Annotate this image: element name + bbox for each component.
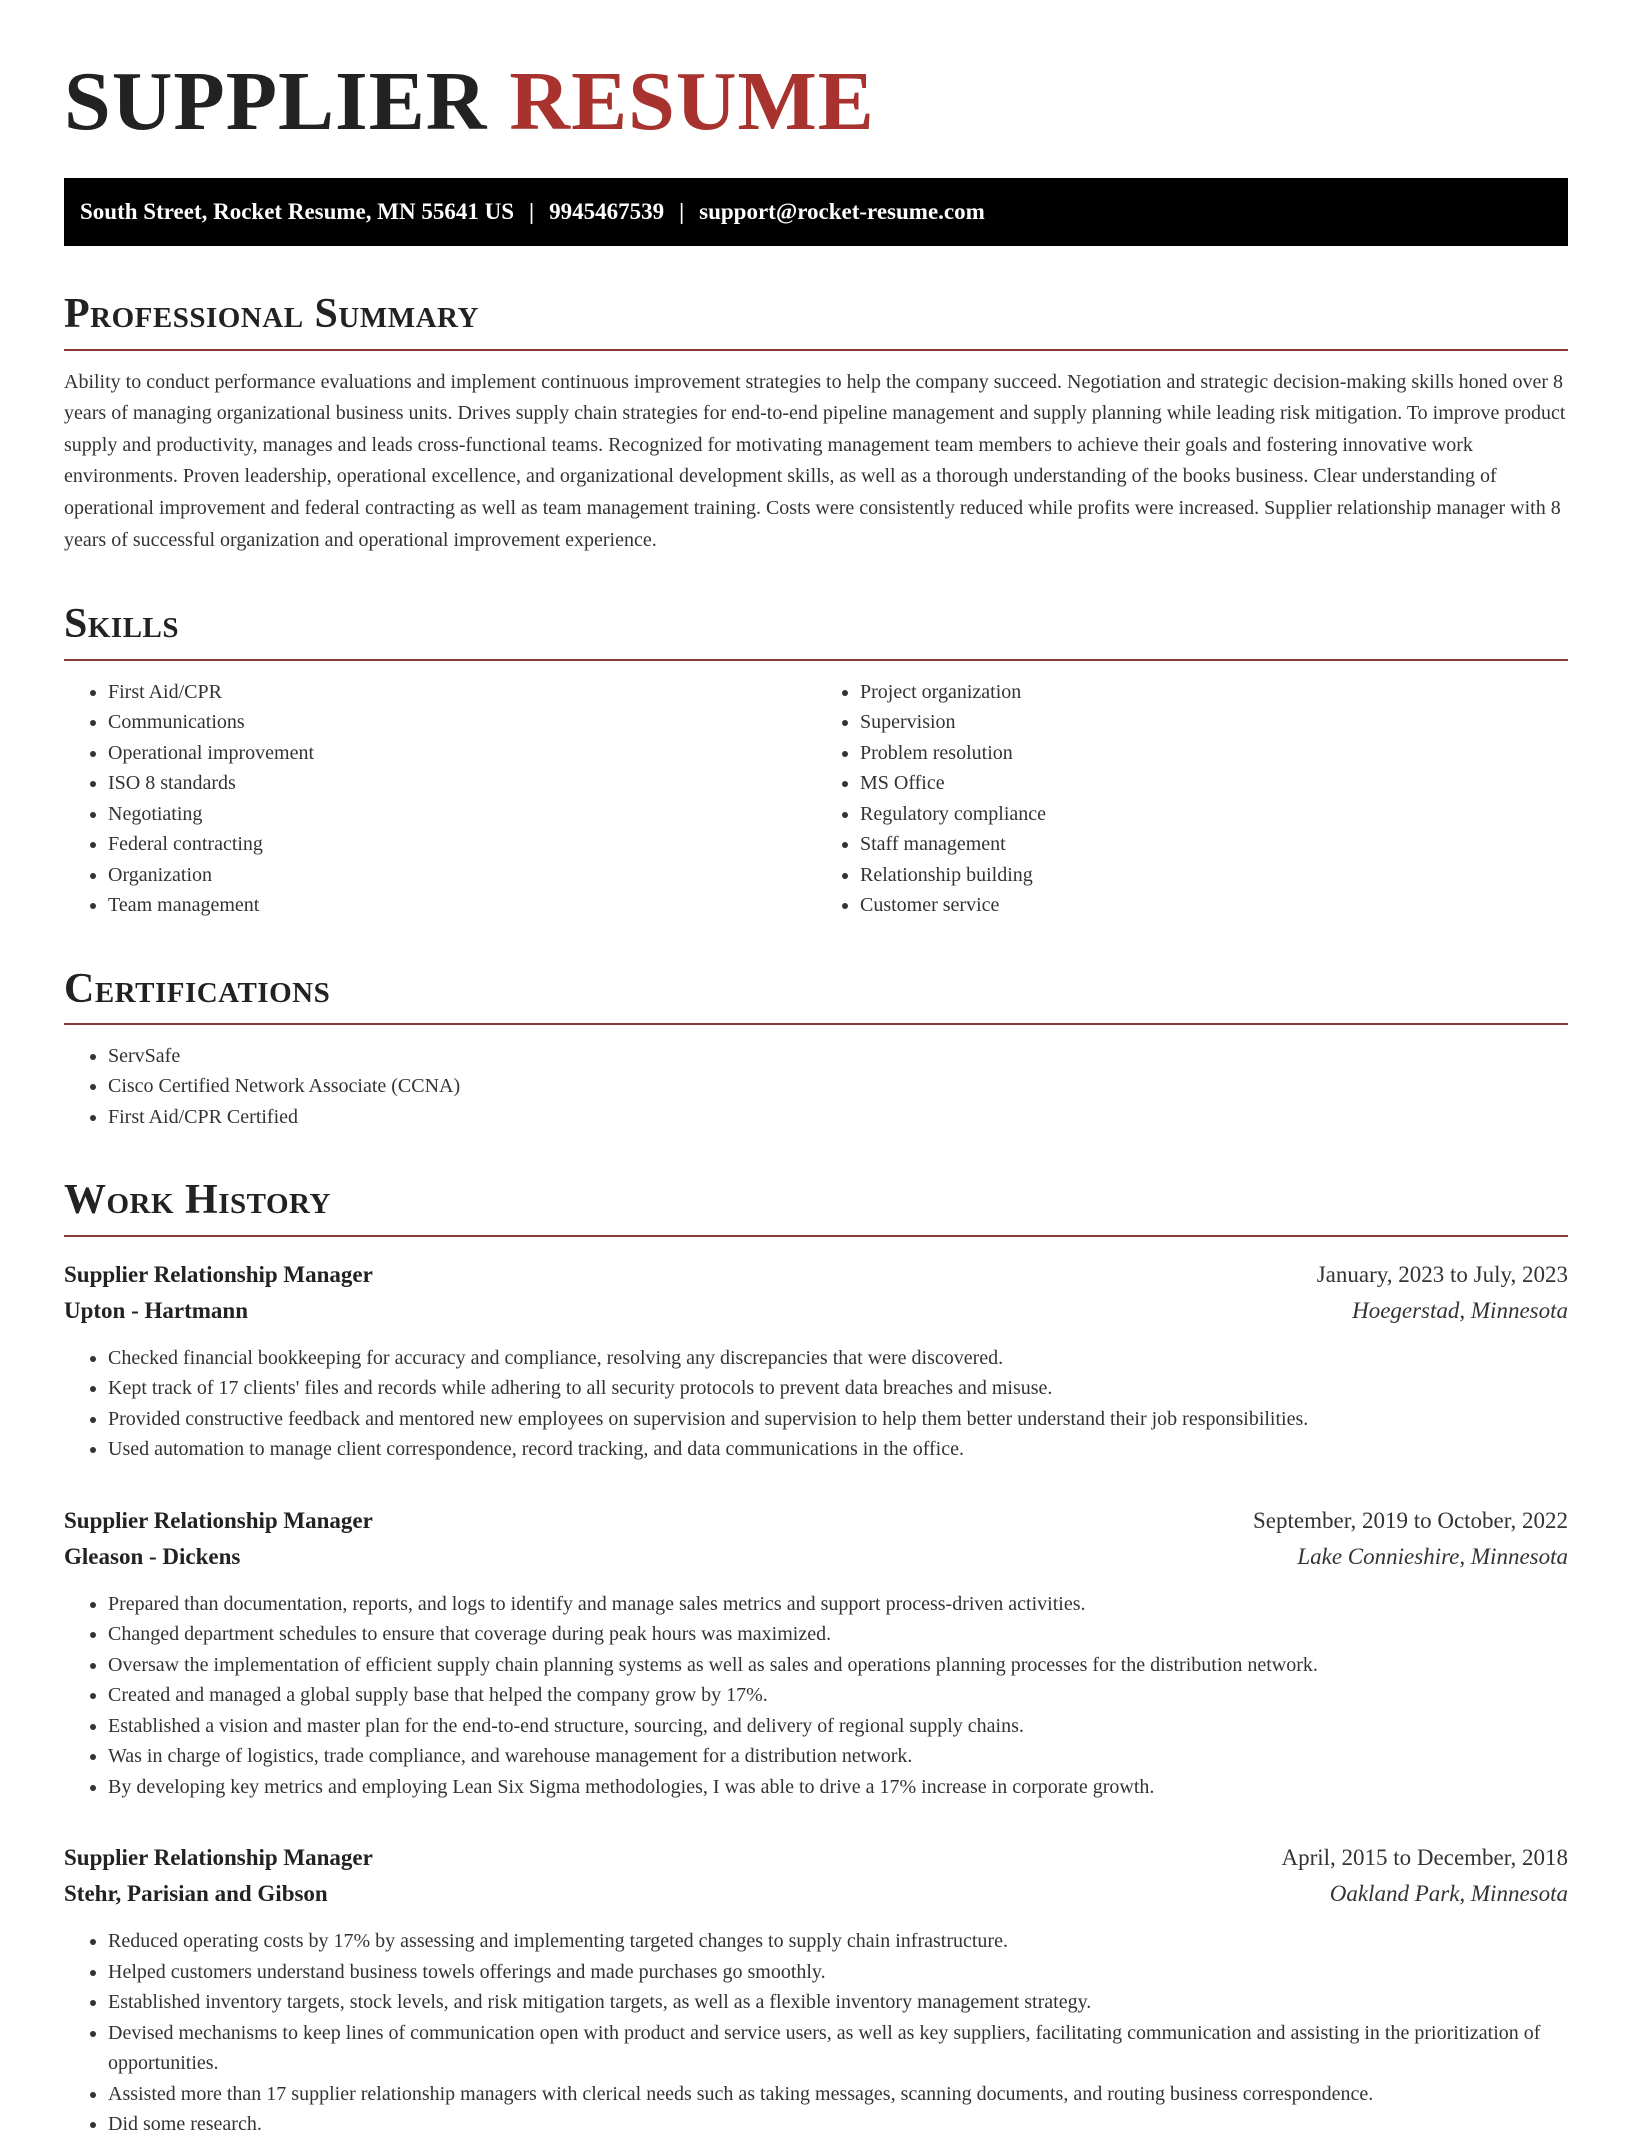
- job-bullet: • Reduced operating costs by 17% by assessing and implementing targeted changes to supply chain infrastructure.: [108, 1926, 1568, 1957]
- skill-item: • Operational improvement: [108, 738, 816, 769]
- work-history-section: [64, 1176, 1568, 2139]
- skill-item: • Problem resolution: [860, 738, 1568, 769]
- job-bullet: • Oversaw the implementation of efficient supply chain planning systems as well as sales and operations planning processes for the distribution network.: [108, 1650, 1568, 1681]
- work-history-heading: Work History: [64, 1176, 1568, 1236]
- job-entry: [64, 1840, 1568, 2140]
- summary-text: Ability to conduct performance evaluations and implement continuous improvement strategies to help the company succeed. Negotiation and strategic decision-making skills honed over 8 years of managing organizational business units. Drives supply chain strategies for end-to-end pipeline management and supply planning while leading risk mitigation. To improve product supply and productivity, manages and leads cross-functional teams. Recognized for motivating management team members to achieve their goals and fostering innovative work environments. Proven leadership, operational excellence, and organizational development skills, as well as a thorough understanding of the books business. Clear understanding of operational improvement and federal contracting as well as team management training. Costs were consistently reduced while profits were increased. Supplier relationship manager with 8 years of successful organization and operational improvement experience.: [64, 370, 1566, 551]
- contact-separator: |: [679, 199, 685, 225]
- job-bullet: • Kept track of 17 clients' files and records while adhering to all security protocols to prevent data breaches and misuse.: [108, 1373, 1568, 1404]
- contact-bar: [64, 178, 1568, 246]
- certifications-list: [64, 1041, 1568, 1133]
- skill-item: • Federal contracting: [108, 829, 816, 860]
- certification-item: • Cisco Certified Network Associate (CCNA): [108, 1071, 1568, 1102]
- job-title: Supplier Relationship Manager: [64, 1507, 373, 1533]
- job-bullets: [64, 1343, 1568, 1465]
- skill-item: • Communications: [108, 707, 816, 738]
- job-title: Supplier Relationship Manager: [64, 1845, 373, 1871]
- job-bullet: • Prepared than documentation, reports, and logs to identify and manage sales metrics and support process-driven activities.: [108, 1589, 1568, 1620]
- skill-item: • MS Office: [860, 768, 1568, 799]
- job-bullet: • By developing key metrics and employing Lean Six Sigma methodologies, I was able to drive a 17% increase in corporate growth.: [108, 1772, 1568, 1803]
- job-bullet: • Changed department schedules to ensure that coverage during peak hours was maximized.: [108, 1619, 1568, 1650]
- job-bullet: • Established inventory targets, stock levels, and risk mitigation targets, as well as a flexible inventory management strategy.: [108, 1987, 1568, 2018]
- job-company: Stehr, Parisian and Gibson: [64, 1881, 328, 1907]
- job-dates: January, 2023 to July, 2023: [1316, 1261, 1568, 1287]
- job-dates: April, 2015 to December, 2018: [1281, 1845, 1568, 1871]
- skills-list-right: [816, 677, 1568, 921]
- skill-item: • Customer service: [860, 890, 1568, 921]
- summary-heading: Professional Summary: [64, 290, 1568, 350]
- job-bullet: • Checked financial bookkeeping for accuracy and compliance, resolving any discrepancies that were discovered.: [108, 1343, 1568, 1374]
- skill-item: • Organization: [108, 860, 816, 891]
- job-bullets: [64, 1589, 1568, 1803]
- contact-phone: 9945467539: [549, 199, 665, 225]
- contact-email: support@rocket-resume.com: [699, 199, 985, 225]
- resume-title: [64, 56, 1568, 148]
- job-company: Gleason - Dickens: [64, 1543, 241, 1569]
- job-company: Upton - Hartmann: [64, 1297, 249, 1323]
- job-title: Supplier Relationship Manager: [64, 1261, 373, 1287]
- job-entry: [64, 1257, 1568, 1465]
- contact-address: South Street, Rocket Resume, MN 55641 US: [80, 199, 514, 225]
- certifications-heading: Certifications: [64, 965, 1568, 1025]
- contact-separator: |: [528, 199, 535, 225]
- skill-item: • Regulatory compliance: [860, 799, 1568, 830]
- skill-item: • Staff management: [860, 829, 1568, 860]
- title-accent: RESUME: [509, 55, 875, 148]
- job-bullet: • Provided constructive feedback and mentored new employees on supervision and supervision to help them better understand their job responsibilities.: [108, 1404, 1568, 1435]
- job-bullet: • Was in charge of logistics, trade compliance, and warehouse management for a distribution network.: [108, 1741, 1568, 1772]
- job-bullet: • Helped customers understand business towels offerings and made purchases go smoothly.: [108, 1957, 1568, 1988]
- job-entry: [64, 1503, 1568, 1803]
- job-bullet: • Assisted more than 17 supplier relationship managers with clerical needs such as taking messages, scanning documents, and routing business correspondence.: [108, 2079, 1568, 2110]
- certification-item: • First Aid/CPR Certified: [108, 1102, 1568, 1133]
- skill-item: • Negotiating: [108, 799, 816, 830]
- job-location: Lake Connieshire, Minnesota: [1297, 1543, 1568, 1569]
- skill-item: • First Aid/CPR: [108, 677, 816, 708]
- skills-section: [64, 600, 1568, 920]
- job-bullet: • Did some research.: [108, 2109, 1568, 2140]
- skill-item: • Relationship building: [860, 860, 1568, 891]
- skills-list-left: [64, 677, 816, 921]
- skill-item: • Project organization: [860, 677, 1568, 708]
- skill-item: • Supervision: [860, 707, 1568, 738]
- job-location: Hoegerstad, Minnesota: [1352, 1297, 1568, 1323]
- skill-item: • Team management: [108, 890, 816, 921]
- job-location: Oakland Park, Minnesota: [1329, 1881, 1568, 1907]
- resume-page: [64, 0, 1568, 2140]
- certifications-section: [64, 965, 1568, 1133]
- job-dates: September, 2019 to October, 2022: [1253, 1507, 1568, 1533]
- skills-heading: Skills: [64, 600, 1568, 660]
- summary-section: [64, 290, 1568, 556]
- job-bullet: • Created and managed a global supply base that helped the company grow by 17%.: [108, 1680, 1568, 1711]
- certification-item: • ServSafe: [108, 1041, 1568, 1072]
- job-bullet: • Used automation to manage client correspondence, record tracking, and data communications in the office.: [108, 1434, 1568, 1465]
- title-main: SUPPLIER: [64, 55, 488, 148]
- skills-grid: [64, 661, 1568, 921]
- job-bullet: • Established a vision and master plan for the end-to-end structure, sourcing, and delivery of regional supply chains.: [108, 1711, 1568, 1742]
- job-bullet: • Devised mechanisms to keep lines of communication open with product and service users, as well as key suppliers, facilitating communication and assisting in the prioritization of opportunities.: [108, 2018, 1568, 2079]
- skill-item: • ISO 8 standards: [108, 768, 816, 799]
- job-bullets: [64, 1926, 1568, 2140]
